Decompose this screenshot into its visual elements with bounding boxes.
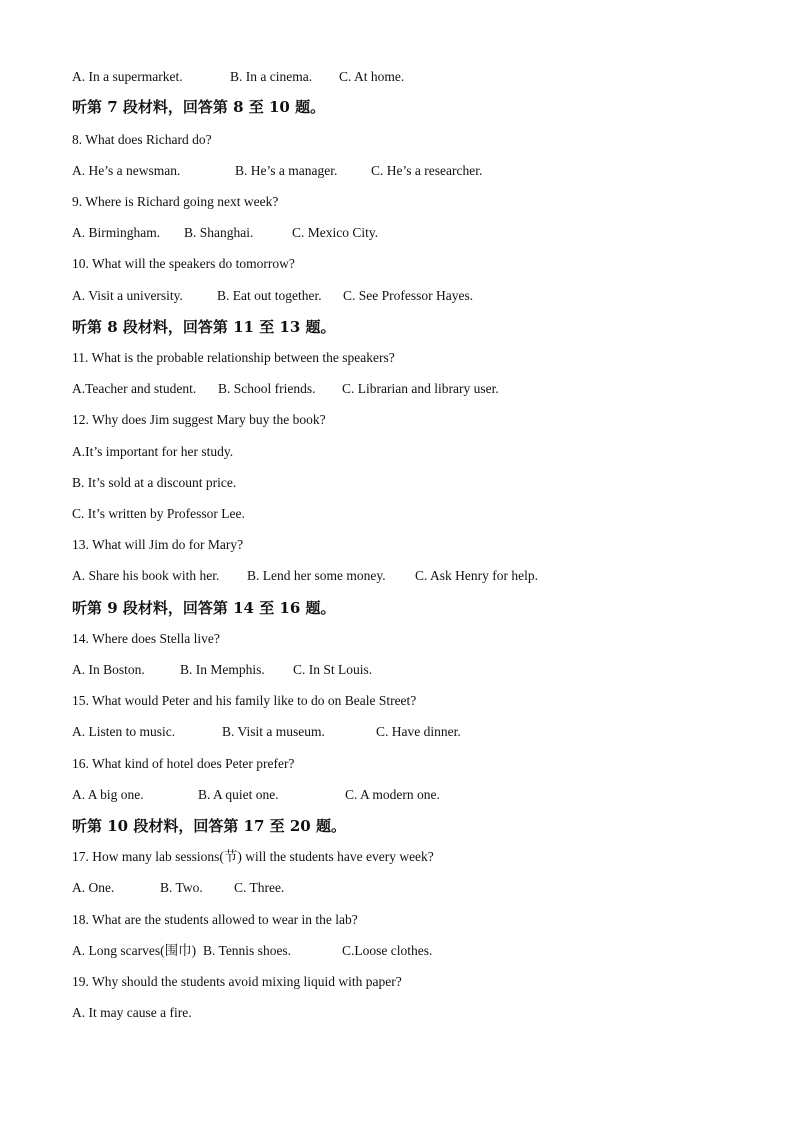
option-c: C. A modern one. (345, 787, 440, 802)
option-a: A. Visit a university. (72, 288, 183, 303)
option-a: A. A big one. (72, 787, 144, 802)
option-b: B. He’s a manager. (235, 163, 338, 178)
question-text: 17. How many lab sessions(节) will the students have every week? (72, 849, 434, 864)
option-c: C. See Professor Hayes. (343, 288, 474, 303)
option-b: B. Visit a museum. (222, 724, 325, 739)
option-a: A. Long scarves(围巾) (72, 943, 197, 958)
option-a: A. Listen to music. (72, 724, 176, 739)
option-c: C. In St Louis. (293, 662, 373, 677)
question-text: A.It’s important for her study. (72, 444, 234, 459)
option-b: B. School friends. (218, 381, 316, 396)
question-text: B. It’s sold at a discount price. (72, 475, 237, 490)
option-c: C. Three. (234, 880, 285, 895)
option-a: A. Share his book with her. (72, 568, 220, 583)
option-b: B. Eat out together. (217, 288, 322, 303)
question-text: C. It’s written by Professor Lee. (72, 506, 245, 521)
option-a: A. In a supermarket. (72, 69, 183, 84)
section-heading: 听第 8 段材料，回答第 11 至 13 题。 (72, 318, 336, 336)
question-text: A. It may cause a fire. (72, 1005, 192, 1020)
option-c: C. Librarian and library user. (342, 381, 499, 396)
option-a: A. In Boston. (72, 662, 145, 677)
option-c: C. Ask Henry for help. (415, 568, 538, 583)
question-text: 19. Why should the students avoid mixing liquid with paper? (72, 974, 402, 989)
section-heading: 听第 10 段材料，回答第 17 至 20 题。 (72, 817, 346, 835)
question-text: 15. What would Peter and his family like to do on Beale Street? (72, 693, 417, 708)
section-heading: 听第 9 段材料，回答第 14 至 16 题。 (72, 599, 336, 617)
option-b: B. Tennis shoes. (203, 943, 292, 958)
option-a: A. One. (72, 880, 115, 895)
section-heading: 听第 7 段材料，回答第 8 至 10 题。 (72, 98, 326, 116)
option-b: B. Shanghai. (184, 225, 254, 240)
option-a: A.Teacher and student. (72, 381, 197, 396)
question-text: 14. Where does Stella live? (72, 631, 220, 646)
option-a: A. He’s a newsman. (72, 163, 181, 178)
question-text: 8. What does Richard do? (72, 132, 212, 147)
question-text: 9. Where is Richard going next week? (72, 194, 279, 209)
option-a: A. Birmingham. (72, 225, 161, 240)
question-text: 18. What are the students allowed to wear in the lab? (72, 912, 358, 927)
option-b: B. Two. (160, 880, 203, 895)
option-c: C. Mexico City. (292, 225, 379, 240)
option-c: C. At home. (339, 69, 405, 84)
question-text: 11. What is the probable relationship between the speakers? (72, 350, 395, 365)
option-c: C. He’s a researcher. (371, 163, 483, 178)
question-text: 13. What will Jim do for Mary? (72, 537, 244, 552)
question-text: 10. What will the speakers do tomorrow? (72, 256, 295, 271)
option-c: C. Have dinner. (376, 724, 461, 739)
option-b: B. In a cinema. (230, 69, 313, 84)
option-c: C.Loose clothes. (342, 943, 433, 958)
question-text: 12. Why does Jim suggest Mary buy the book? (72, 412, 326, 427)
option-b: B. Lend her some money. (247, 568, 386, 583)
option-b: B. A quiet one. (198, 787, 279, 802)
option-b: B. In Memphis. (180, 662, 265, 677)
question-text: 16. What kind of hotel does Peter prefer? (72, 756, 295, 771)
